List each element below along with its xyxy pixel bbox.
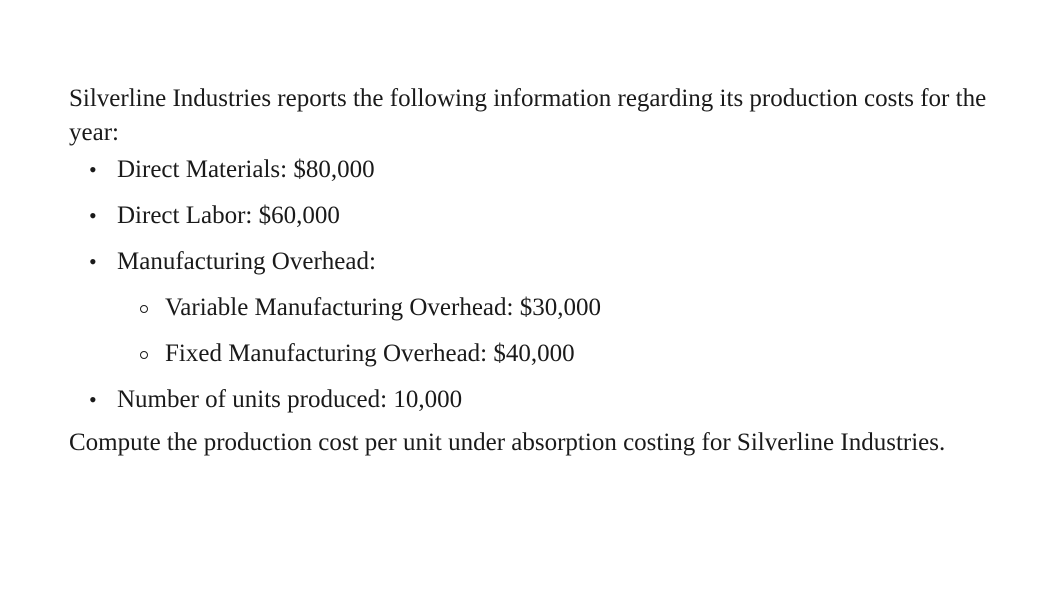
bullet-icon: • (89, 249, 97, 274)
circle-bullet-icon (140, 351, 148, 359)
sublist-item-label: Fixed Manufacturing Overhead: $40,000 (165, 340, 575, 367)
bullet-icon: • (89, 203, 97, 228)
problem-document (69, 82, 1019, 462)
sublist-item-label: Variable Manufacturing Overhead: $30,000 (165, 294, 601, 321)
list-item-direct-materials (69, 156, 1019, 184)
list-item-direct-labor (69, 202, 1019, 230)
sublist-item-fixed-overhead (117, 340, 1019, 368)
bullet-icon: • (89, 157, 97, 182)
sublist-item-variable-overhead (117, 294, 1019, 322)
circle-bullet-icon (140, 305, 148, 313)
list-item-label: Direct Labor: $60,000 (117, 202, 340, 229)
question-paragraph: Compute the production cost per unit under absorption costing for Silverline Industries. (69, 429, 946, 456)
bullet-icon: • (89, 387, 97, 412)
list-item-label: Direct Materials: $80,000 (117, 156, 375, 183)
overhead-sublist (117, 294, 1019, 368)
intro-paragraph: Silverline Industries reports the following information regarding its production costs for the year: (69, 85, 987, 146)
list-item-units-produced (69, 386, 1019, 414)
cost-list (69, 156, 1019, 414)
list-item-label: Manufacturing Overhead: (117, 248, 376, 275)
list-item-manufacturing-overhead (69, 248, 1019, 368)
list-item-label: Number of units produced: 10,000 (117, 386, 463, 413)
